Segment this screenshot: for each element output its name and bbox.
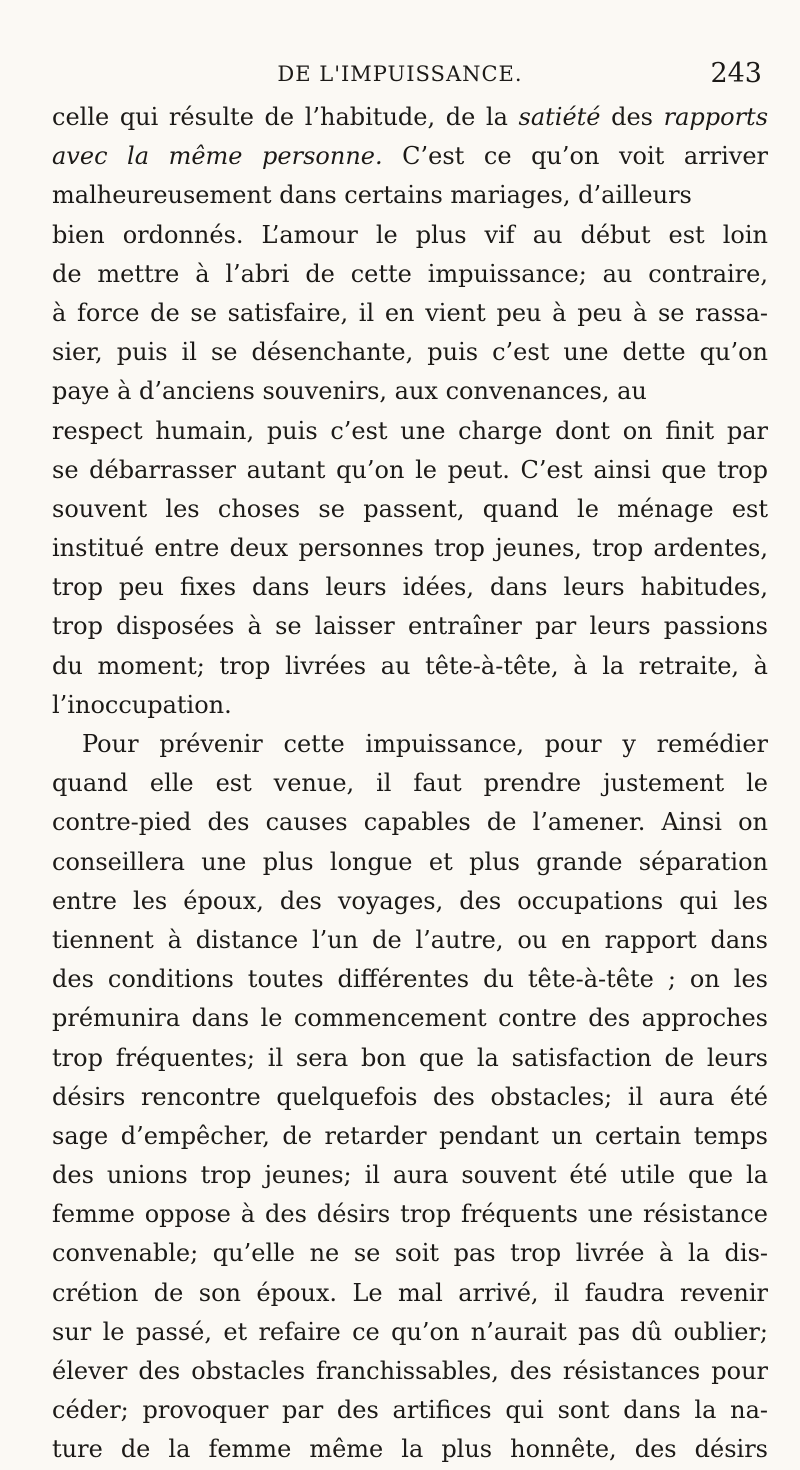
text-line (52, 255, 768, 294)
line-text: des (600, 103, 664, 131)
text-line (52, 1039, 768, 1078)
line-text: désirs rencontre quelquefois des obstacles; il aura été (52, 1082, 768, 1111)
line-text: crétion de son époux. Le mal arrivé, il faudra revenir (52, 1278, 768, 1307)
line-text: C’est ce qu’on voit arriver (382, 142, 768, 171)
line-text: des unions trop jeunes; il aura souvent été utile que la (52, 1161, 768, 1190)
italic-text: rapports (663, 103, 768, 131)
line-text: céder; provoquer par des artifices qui sont dans la na- (52, 1396, 768, 1425)
body-text (52, 98, 768, 1470)
line-text: institué entre deux personnes trop jeunes, trop ardentes, (52, 534, 768, 563)
italic-text: satiété (518, 103, 601, 131)
text-line (52, 999, 768, 1038)
line-text: trop disposées à se laisser entraîner par leurs passions (52, 612, 768, 641)
line-text: bien ordonnés. L’amour le plus vif au début est loin (52, 220, 768, 249)
line-text: sier, puis il se désenchante, puis c’est une dette qu’on (52, 338, 768, 367)
text-line (52, 1274, 768, 1313)
line-text: élever des obstacles franchissables, des résistances pour (52, 1357, 768, 1385)
line-text: Pour prévenir cette impuissance, pour y remédier (82, 730, 768, 758)
line-text: malheureusement dans certains mariages, d’ailleurs (52, 181, 692, 210)
text-line (52, 294, 768, 333)
line-text: du moment; trop livrées au tête-à-tête, à la retraite, à (52, 651, 768, 680)
text-line (52, 176, 768, 215)
line-text: sur le passé, et refaire ce qu’on n’aurait pas dû oublier; (52, 1317, 768, 1346)
line-text: trop fréquentes; il sera bon que la satisfaction de leurs (52, 1043, 768, 1072)
text-line (52, 607, 768, 646)
text-line (52, 216, 768, 255)
text-line (52, 98, 768, 137)
line-text: celle qui résulte de l’habitude, de la (52, 103, 519, 131)
text-line (52, 921, 768, 960)
line-text: quand elle est venue, il faut prendre justement le (52, 769, 768, 798)
line-text: entre les époux, des voyages, des occupations qui les (52, 886, 768, 915)
line-text: conseillera une plus longue et plus grande séparation (52, 847, 768, 876)
line-text: de mettre à l’abri de cette impuissance; au contraire, (52, 259, 768, 288)
text-line (52, 137, 768, 176)
line-text: à force de se satisfaire, il en vient peu à peu à se rassa- (52, 298, 768, 327)
line-text: se débarrasser autant qu’on le peut. C’est ainsi que trop (52, 455, 768, 484)
text-line (52, 1313, 768, 1352)
text-line (52, 882, 768, 921)
line-text: contre-pied des causes capables de l’amener. Ainsi on (52, 808, 768, 837)
text-line (52, 1156, 768, 1195)
line-text: convenable; qu’elle ne se soit pas trop livrée à la dis- (52, 1239, 768, 1268)
text-line (52, 412, 768, 451)
running-head: DE L'IMPUISSANCE. (277, 62, 523, 86)
text-line (52, 451, 768, 490)
text-line (52, 490, 768, 529)
text-line (52, 568, 768, 607)
text-line (52, 1117, 768, 1156)
line-text: tiennent à distance l’un de l’autre, ou en rapport dans (52, 925, 768, 954)
line-text: souvent les choses se passent, quand le ménage est (52, 494, 768, 523)
text-line (52, 1234, 768, 1273)
text-line (52, 372, 768, 411)
line-text: sage d’empêcher, de retarder pendant un certain temps (52, 1121, 768, 1150)
text-line (52, 529, 768, 568)
text-line (52, 1195, 768, 1234)
line-text: trop peu fixes dans leurs idées, dans leurs habitudes, (52, 573, 768, 602)
line-text: paye à d’anciens souvenirs, aux convenances, au (52, 377, 647, 406)
line-text: prémunira dans le commencement contre des approches (52, 1004, 768, 1033)
text-line (52, 960, 768, 999)
line-text: respect humain, puis c’est une charge dont on finit par (52, 416, 768, 445)
text-line (52, 686, 768, 725)
text-line (52, 843, 768, 882)
line-text: l’inoccupation. (52, 690, 232, 719)
text-line (52, 1078, 768, 1117)
text-line (52, 1352, 768, 1391)
text-line (52, 647, 768, 686)
line-text: des conditions toutes différentes du tête-à-tête ; on les (52, 965, 768, 994)
text-line (52, 803, 768, 842)
italic-text: avec la même personne. (52, 142, 383, 171)
text-line (52, 764, 768, 803)
page-header (0, 58, 800, 98)
text-line (52, 1391, 768, 1430)
text-line (52, 725, 768, 764)
text-line (52, 1430, 768, 1469)
line-text: femme oppose à des désirs trop fréquents une résistance (52, 1200, 768, 1229)
text-line (52, 333, 768, 372)
page-number: 243 (710, 58, 762, 89)
line-text: ture de la femme même la plus honnête, des désirs (52, 1435, 768, 1464)
